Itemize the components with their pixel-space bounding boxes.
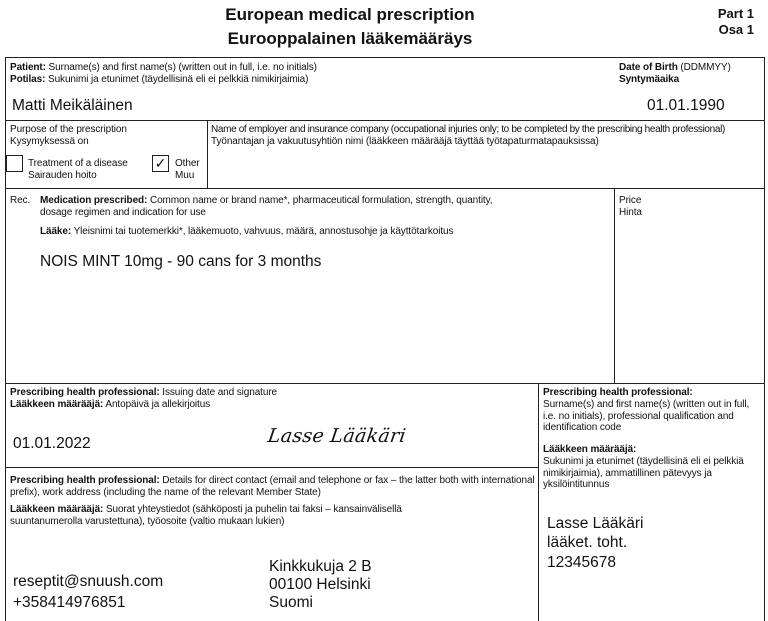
- form-title-fi: Eurooppalainen lääkemääräys: [227, 29, 473, 48]
- professional-label-fi-bold: Lääkkeen määrääjä:: [543, 444, 637, 455]
- medication-value: NOIS MINT 10mg - 90 cans for 3 months: [40, 253, 322, 270]
- form-top-border: [5, 57, 765, 58]
- contact-label-en: Prescribing health professional: Details for direct contact (email and telephone or fax – the latter both with international prefix), work address (including the name of the relevant Member State): [10, 475, 535, 498]
- patient-name-value: Matti Meikäläinen: [12, 97, 133, 114]
- professional-label-en: Surname(s) and first name(s) (written out in full, i.e. no initials), professional qualification and identification code: [543, 399, 750, 433]
- purpose-label-en: Purpose of the prescription: [10, 124, 127, 135]
- address-line-1: Kinkkukuja 2 B: [269, 558, 372, 575]
- professional-code: 12345678: [547, 554, 616, 571]
- divider-professional: [538, 383, 539, 621]
- other-label-fi: Muu: [175, 170, 195, 181]
- form-left-border: [5, 57, 6, 621]
- treatment-label-fi: Sairauden hoito: [28, 170, 97, 181]
- contact-label-fi: Lääkkeen määrääjä: Suorat yhteystiedot (sähköposti ja puhelin tai faksi – kansainvälisellä suuntanumerolla varustettuna), työosoite (valtio mukaan lukien): [10, 504, 402, 527]
- divider-purpose: [207, 120, 208, 188]
- employer-label-en: Name of employer and insurance company (occupational injuries only; to be completed by the prescribing health professional): [211, 124, 725, 135]
- patient-label-fi: Potilas: Sukunimi ja etunimet (täydellisinä eli ei pelkkiä nimikirjaimia): [10, 74, 309, 85]
- address-line-2: 00100 Helsinki: [269, 576, 371, 593]
- rec-label: Rec.: [10, 195, 31, 206]
- price-label-fi: Hinta: [619, 207, 642, 218]
- medication-label-en-2: dosage regimen and indication for use: [40, 207, 206, 218]
- professional-label-fi: Sukunimi ja etunimet (täydellisinä eli ei pelkkiä nimikirjaimia), ammatillinen pätevyys ja yksilöintitunnus: [543, 456, 744, 490]
- part-label-fi: Osa 1: [718, 22, 754, 37]
- divider-patient: [5, 120, 765, 121]
- form-title-en: European medical prescription: [225, 5, 475, 24]
- issuing-date-value: 01.01.2022: [13, 435, 91, 452]
- professional-name: Lasse Lääkäri: [547, 515, 644, 532]
- address-line-3: Suomi: [269, 594, 313, 611]
- patient-label-en: Patient: Surname(s) and first name(s) (written out in full, i.e. no initials): [10, 62, 317, 73]
- treatment-checkbox[interactable]: [6, 155, 23, 172]
- purpose-label-fi: Kysymyksessä on: [10, 136, 89, 147]
- divider-price: [614, 188, 615, 383]
- part-label-en: Part 1: [717, 6, 754, 21]
- professional-qualification: lääket. toht.: [547, 534, 628, 551]
- divider-issuing-bottom: [5, 467, 538, 468]
- divider-purpose-bottom: [5, 188, 765, 189]
- dob-value: 01.01.1990: [647, 97, 725, 114]
- divider-medication-bottom: [5, 383, 765, 384]
- treatment-label-en: Treatment of a disease: [28, 158, 128, 169]
- issuing-label-en: Prescribing health professional: Issuing date and signature: [10, 387, 278, 398]
- form-right-border: [764, 57, 765, 621]
- price-label-en: Price: [619, 195, 642, 206]
- other-checkbox[interactable]: ✓: [152, 155, 169, 172]
- dob-label-fi: Syntymäaika: [619, 74, 680, 85]
- contact-email: reseptit@snuush.com: [13, 573, 164, 590]
- professional-label-en-bold: Prescribing health professional:: [543, 387, 693, 398]
- signature: Lasse Lääkäri: [266, 425, 408, 447]
- medication-label-fi: Lääke: Yleisnimi tai tuotemerkki*, lääkemuoto, vahvuus, määrä, annostusohje ja käyttötarkoitus: [40, 226, 454, 237]
- contact-phone: +358414976851: [13, 594, 126, 611]
- medication-label-en: Medication prescribed: Common name or brand name*, pharmaceutical formulation, strength, quantity,: [40, 195, 493, 206]
- issuing-label-fi: Lääkkeen määrääjä: Antopäivä ja allekirjoitus: [10, 399, 211, 410]
- dob-label-en: Date of Birth (DDMMYY): [619, 62, 731, 73]
- employer-label-fi: Työnantajan ja vakuutusyhtiön nimi (lääkkeen määrääjä täyttää työtapaturmatapauksissa): [211, 136, 599, 147]
- other-label-en: Other: [175, 158, 200, 169]
